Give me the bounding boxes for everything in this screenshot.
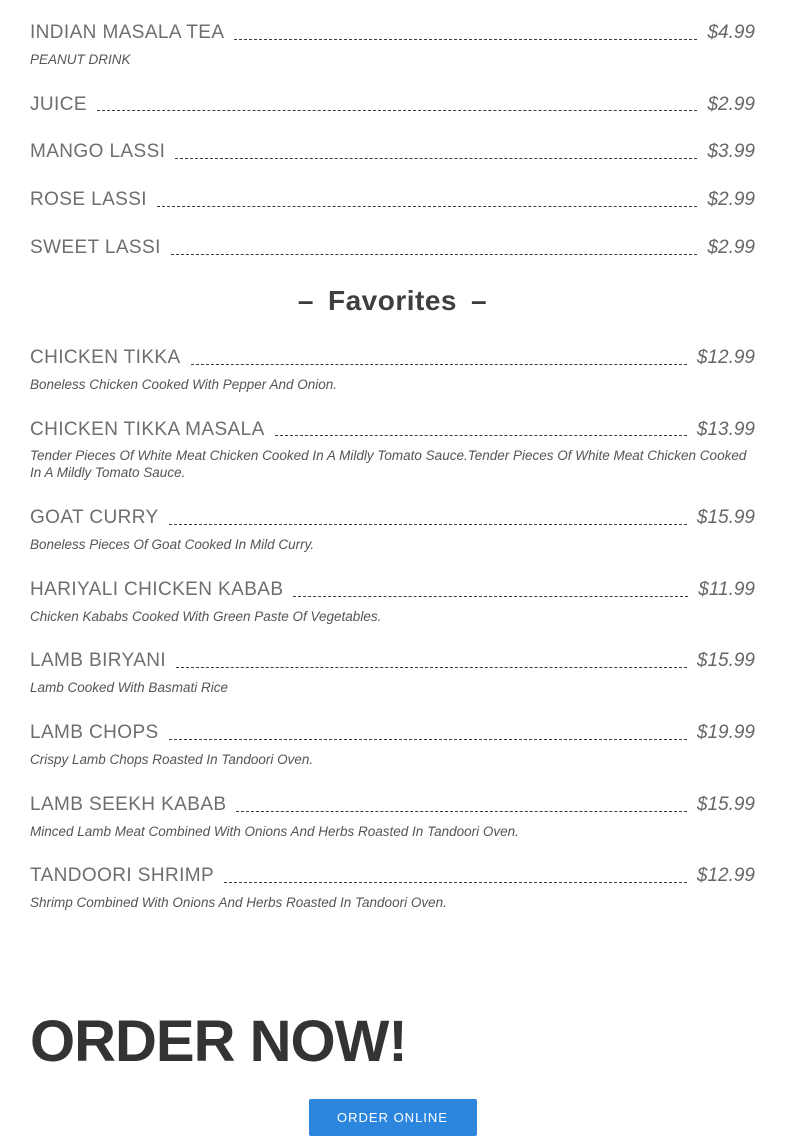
dotted-leader (169, 524, 687, 525)
menu-item (30, 237, 755, 260)
menu-item (30, 865, 755, 912)
menu-item-price: $15.99 (696, 650, 755, 672)
menu-item-description: Tender Pieces Of White Meat Chicken Cooked In A Mildly Tomato Sauce.Tender Pieces Of White Meat Chicken Cooked In A Mildly Tomato Sauce. (30, 448, 747, 481)
menu-item-price: $2.99 (707, 237, 755, 259)
dotted-leader (97, 110, 698, 111)
menu-item (30, 794, 755, 841)
menu-item-description: Lamb Cooked With Basmati Rice (30, 680, 228, 696)
dotted-leader (224, 882, 687, 883)
menu-item-name: INDIAN MASALA TEA (30, 22, 225, 43)
menu-item-description: PEANUT DRINK (30, 51, 131, 67)
menu-item-price: $4.99 (707, 22, 755, 43)
dotted-leader (171, 254, 698, 255)
dotted-leader (275, 435, 687, 436)
menu-item-price: $12.99 (696, 865, 755, 887)
menu-item-price: $3.99 (707, 141, 755, 163)
menu-item-price: $11.99 (698, 578, 755, 600)
menu-item-name: LAMB CHOPS (30, 722, 159, 744)
menu-item-name: CHICKEN TIKKA (30, 346, 181, 368)
dotted-leader (176, 667, 687, 668)
menu-item (30, 22, 755, 69)
menu-item-price: $15.99 (696, 793, 755, 815)
dotted-leader (293, 596, 688, 597)
menu-item-name: ROSE LASSI (30, 189, 147, 211)
menu-item-description: Minced Lamb Meat Combined With Onions And Herbs Roasted In Tandoori Oven. (30, 823, 519, 839)
menu-item (30, 141, 755, 164)
order-now-section (30, 1009, 755, 1136)
dotted-leader (236, 811, 686, 812)
menu-item-name: LAMB SEEKH KABAB (30, 793, 227, 815)
order-now-heading: ORDER NOW! (30, 1009, 407, 1075)
menu-item-price: $15.99 (696, 507, 755, 529)
menu-item-name: GOAT CURRY (30, 507, 159, 529)
menu-item-price: $2.99 (707, 93, 755, 115)
favorites-section-heading (30, 285, 755, 317)
menu-item (30, 722, 755, 769)
menu-item-name: SWEET LASSI (30, 237, 161, 259)
menu-item-name: CHICKEN TIKKA MASALA (30, 418, 265, 440)
heading-dash-right: – (471, 284, 488, 316)
menu-item (30, 347, 755, 394)
menu-item (30, 419, 755, 483)
dotted-leader (169, 739, 687, 740)
menu-item (30, 189, 755, 212)
menu-item-description: Chicken Kababs Cooked With Green Paste Of Vegetables. (30, 608, 382, 624)
menu-item-name: MANGO LASSI (30, 141, 166, 163)
menu-item (30, 94, 755, 117)
favorites-heading-label: Favorites (328, 284, 457, 316)
menu-item-price: $13.99 (696, 418, 755, 440)
menu-item-price: $19.99 (696, 722, 755, 744)
menu-item-description: Crispy Lamb Chops Roasted In Tandoori Oven. (30, 751, 314, 767)
menu-item-description: Boneless Pieces Of Goat Cooked In Mild Curry. (30, 536, 315, 552)
dotted-leader (175, 158, 697, 159)
dotted-leader (157, 206, 697, 207)
menu-item-name: JUICE (30, 93, 87, 115)
menu-item-name: LAMB BIRYANI (30, 650, 167, 672)
heading-dash-left: – (297, 284, 314, 316)
menu-item-description: Shrimp Combined With Onions And Herbs Roasted In Tandoori Oven. (30, 895, 447, 911)
menu-item-price: $12.99 (696, 346, 755, 368)
menu-item-name: TANDOORI SHRIMP (30, 865, 215, 887)
menu-item (30, 507, 755, 554)
dotted-leader (191, 364, 687, 365)
menu-item-name: HARIYALI CHICKEN KABAB (30, 578, 284, 600)
order-online-button[interactable]: ORDER ONLINE (309, 1099, 477, 1136)
menu-item-description: Boneless Chicken Cooked With Pepper And Onion. (30, 376, 338, 392)
menu-item (30, 650, 755, 697)
menu-item-price: $2.99 (707, 189, 755, 211)
menu-item (30, 579, 755, 626)
dotted-leader (234, 39, 697, 40)
